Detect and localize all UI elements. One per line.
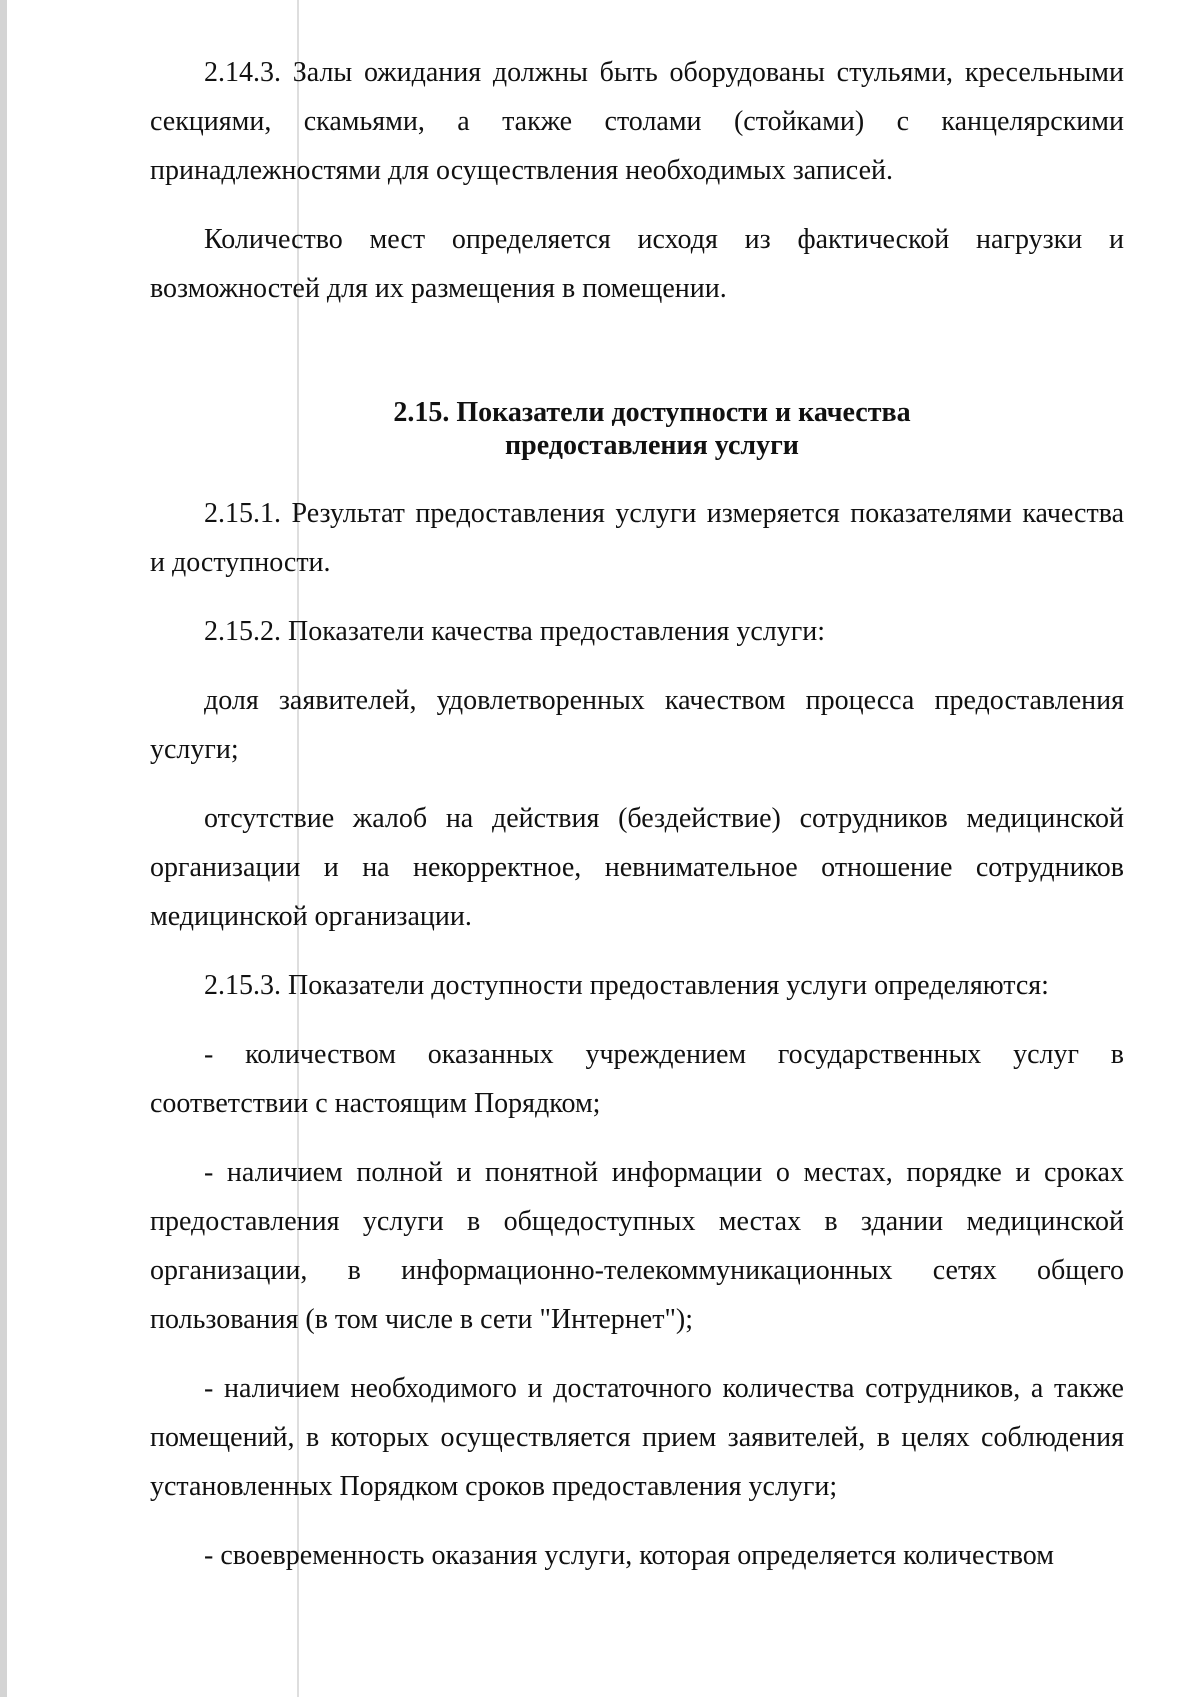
section-heading-line-2: предоставления услуги <box>505 430 799 461</box>
list-item-services-count: - количеством оказанных учреждением государственных услуг в соответствии с настоящим Порядком; <box>150 1039 1124 1119</box>
document-body <box>150 48 1124 1580</box>
paragraph-2-15-1: 2.15.1. Результат предоставления услуги измеряется показателями качества и доступности. <box>150 498 1124 578</box>
section-heading-2-15 <box>150 396 1124 462</box>
paragraph-2-15-3: 2.15.3. Показатели доступности предоставления услуги определяются: <box>204 970 1049 1001</box>
list-item-timeliness: - своевременность оказания услуги, которая определяется количеством <box>204 1540 1054 1571</box>
section-heading-line-1: 2.15. Показатели доступности и качества <box>393 397 911 428</box>
paragraph-no-complaints: отсутствие жалоб на действия (бездействие) сотрудников медицинской организации и на некорректное, невнимательное отношение сотрудников медицинской организации. <box>150 803 1124 932</box>
paragraph-2-14-3: 2.14.3. Залы ожидания должны быть оборудованы стульями, кресельными секциями, скамьями, а также столами (стойками) с канцелярскими принадлежностями для осуществления необходимых записей. <box>150 57 1124 186</box>
paragraph-2-15-2: 2.15.2. Показатели качества предоставления услуги: <box>204 616 826 647</box>
paragraph-applicants-share: доля заявителей, удовлетворенных качеством процесса предоставления услуги; <box>150 685 1124 765</box>
list-item-staff: - наличием необходимого и достаточного количества сотрудников, а также помещений, в которых осуществляется прием заявителей, в целях соблюдения установленных Порядком сроков предоставления услуги; <box>150 1373 1124 1502</box>
scan-edge <box>0 0 7 1697</box>
list-item-information: - наличием полной и понятной информации о местах, порядке и сроках предоставления услуги в общедоступных местах в здании медицинской организации, в информационно-телекоммуникационных сетях общего пользования (в том числе в сети "Интернет"); <box>150 1157 1124 1335</box>
paragraph-seats-count: Количество мест определяется исходя из фактической нагрузки и возможностей для их размещения в помещении. <box>150 224 1124 304</box>
